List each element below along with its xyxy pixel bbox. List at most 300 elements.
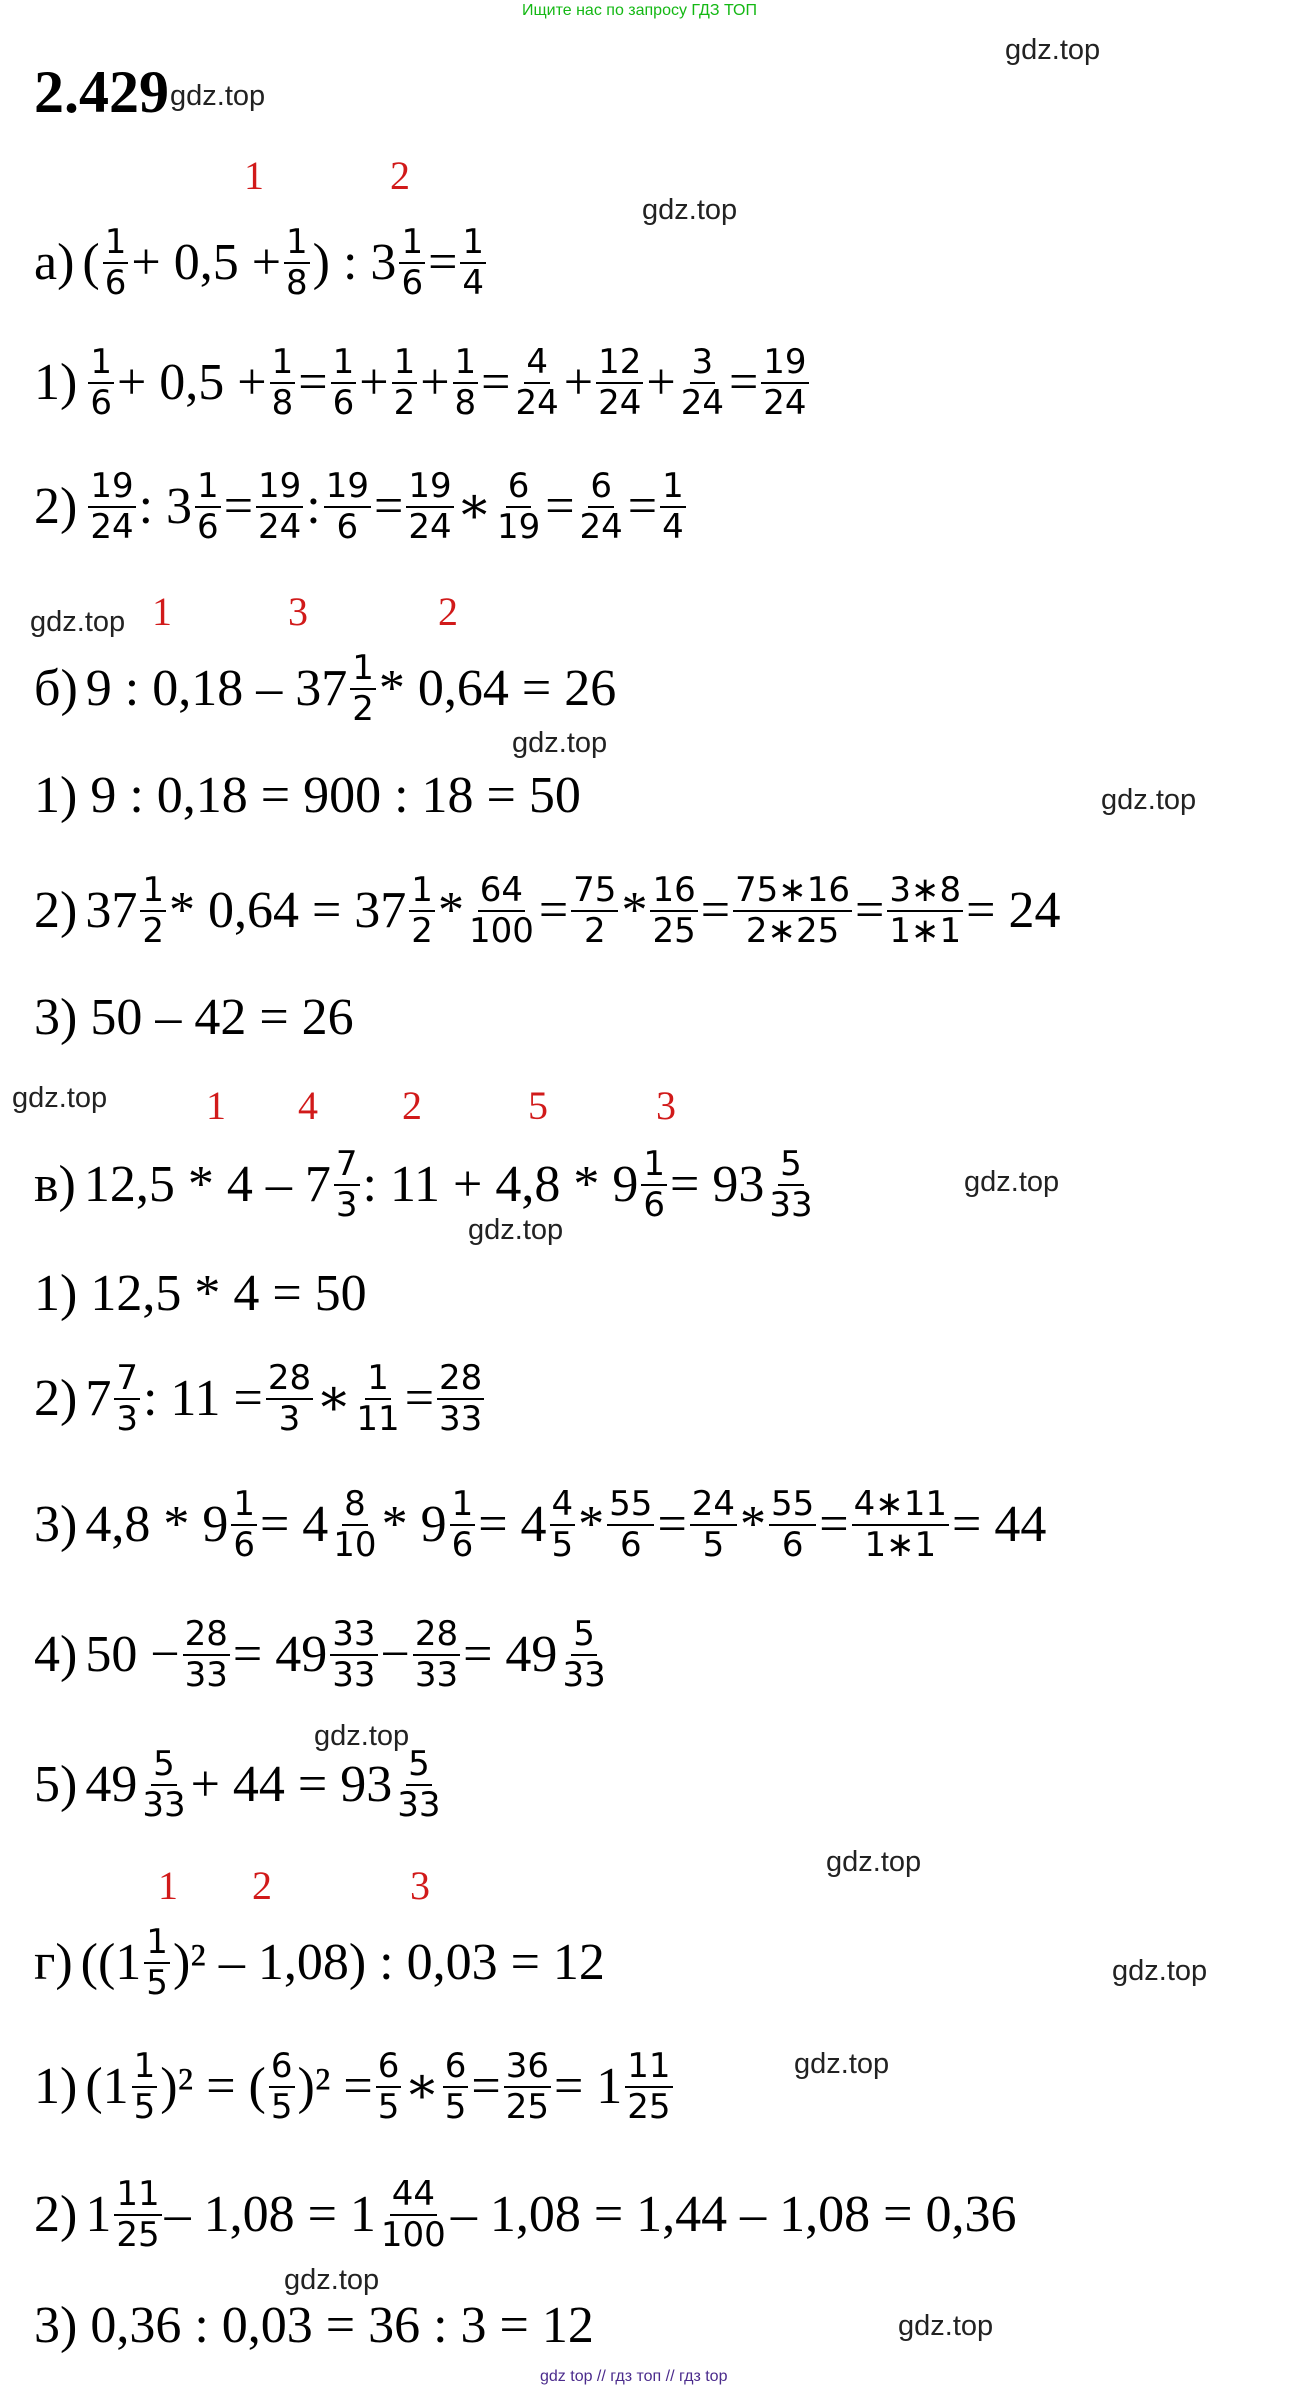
text: * — [740, 1496, 767, 1553]
denominator: 2 — [352, 689, 374, 729]
denominator: 100 — [380, 2215, 446, 2255]
fraction — [761, 343, 808, 423]
numerator: 44 — [390, 2175, 437, 2216]
step-b1: 1) 9 : 0,18 = 900 : 18 = 50 — [34, 767, 581, 824]
denominator: 33 — [562, 1655, 606, 1695]
fraction — [596, 343, 643, 423]
text: 9 : 0,18 – 37 — [85, 660, 348, 717]
fraction — [195, 467, 221, 547]
text: : 11 = — [142, 1370, 263, 1427]
fraction — [395, 1745, 442, 1825]
fraction — [453, 343, 479, 423]
label: 4) — [34, 1626, 78, 1683]
fraction — [183, 1615, 230, 1695]
text: ( — [82, 234, 100, 291]
text: + — [563, 354, 594, 411]
step-v2 — [34, 1344, 487, 1454]
numerator: 1 — [284, 223, 310, 264]
text: = 44 — [952, 1496, 1047, 1553]
fraction — [114, 2175, 161, 2255]
fraction — [767, 1145, 814, 1225]
text: (1 — [85, 2058, 129, 2115]
text: = — [700, 882, 731, 939]
denominator: 24 — [515, 383, 559, 423]
text: = 49 — [232, 1626, 328, 1683]
denominator: 33 — [332, 1655, 376, 1695]
fraction — [331, 343, 357, 423]
numerator: 8 — [342, 1485, 368, 1526]
numerator: 28 — [437, 1359, 484, 1400]
numerator: 1 — [88, 343, 114, 384]
fraction — [270, 343, 296, 423]
label: 2) — [34, 478, 78, 535]
order-mark: 2 — [390, 153, 410, 198]
numerator: 1 — [331, 343, 357, 384]
order-mark: 1 — [152, 589, 172, 634]
numerator: 1 — [103, 223, 129, 264]
fraction — [103, 223, 129, 303]
numerator: 4 — [550, 1485, 576, 1526]
order-mark: 2 — [252, 1863, 272, 1908]
label: 2) — [34, 2186, 78, 2243]
fraction — [392, 343, 418, 423]
fraction — [330, 1615, 377, 1695]
text: = — [223, 478, 254, 535]
order-mark: 3 — [656, 1083, 676, 1128]
label: б) — [34, 660, 78, 717]
numerator: 33 — [330, 1615, 377, 1656]
denominator: 3 — [278, 1399, 301, 1439]
text: * 0,64 = 37 — [168, 882, 407, 939]
fraction — [450, 1485, 476, 1565]
numerator: 19 — [256, 467, 303, 508]
denominator: 2 — [393, 383, 416, 423]
numerator: 19 — [88, 467, 135, 508]
denominator: 24 — [90, 507, 134, 547]
numerator: 6 — [588, 467, 614, 508]
denominator: 1∗1 — [889, 911, 962, 951]
text: ((1 — [80, 1934, 142, 1991]
denominator: 5 — [551, 1525, 574, 1565]
fraction — [140, 1745, 187, 1825]
denominator: 25 — [652, 911, 696, 951]
fraction — [443, 2047, 469, 2127]
watermark: gdz.top — [468, 1214, 564, 1246]
denominator: 24 — [579, 507, 623, 547]
fraction — [284, 223, 310, 303]
text: * — [437, 882, 464, 939]
denominator: 2 — [142, 911, 164, 951]
text: )² = — [297, 2058, 373, 2115]
label: 2) — [34, 1370, 78, 1427]
step-a1 — [34, 328, 812, 438]
text: ∗ — [456, 478, 492, 535]
numerator: 1 — [144, 1923, 170, 1964]
text: + — [420, 354, 450, 411]
numerator: 28 — [413, 1615, 460, 1656]
text: * — [621, 882, 648, 939]
numerator: 7 — [114, 1359, 140, 1400]
numerator: 1 — [453, 343, 479, 384]
fraction — [460, 223, 486, 303]
fraction — [467, 871, 536, 951]
fraction — [413, 1615, 460, 1695]
order-mark: 5 — [528, 1083, 548, 1128]
text: + — [359, 354, 389, 411]
text: = — [374, 478, 404, 535]
text: = — [404, 1370, 435, 1427]
denominator: 6 — [197, 507, 219, 547]
numerator: 16 — [650, 871, 697, 912]
denominator: 5 — [270, 2087, 293, 2127]
denominator: 4 — [662, 507, 684, 547]
text: = — [481, 354, 511, 411]
watermark: gdz.top — [1005, 34, 1101, 66]
label: в) — [34, 1156, 76, 1213]
fraction — [266, 1359, 313, 1439]
numerator: 75 — [571, 871, 618, 912]
footer-note: gdz top // гдз топ // гдз top — [540, 2368, 728, 2385]
label: 5) — [34, 1756, 78, 1813]
text: + 0,5 + — [116, 354, 267, 411]
denominator: 6 — [619, 1525, 642, 1565]
denominator: 2 — [411, 911, 433, 951]
text: 4,8 * 9 — [85, 1496, 229, 1553]
fraction — [679, 343, 726, 423]
numerator: 3 — [690, 343, 716, 384]
numerator: 28 — [266, 1359, 313, 1400]
fraction — [144, 1923, 170, 2003]
numerator: 1 — [460, 223, 486, 264]
fraction — [625, 2047, 672, 2127]
numerator: 1 — [392, 343, 418, 384]
text: + 44 = 93 — [190, 1756, 393, 1813]
text: = — [545, 478, 575, 535]
fraction — [437, 1359, 484, 1439]
text: 7 — [85, 1370, 112, 1427]
fraction — [334, 1145, 360, 1225]
numerator: 1 — [365, 1359, 391, 1400]
text: − — [380, 1626, 410, 1683]
denominator: 11 — [356, 1399, 400, 1439]
order-mark: 1 — [158, 1863, 178, 1908]
denominator: 25 — [116, 2215, 160, 2255]
numerator: 1 — [132, 2047, 158, 2088]
numerator: 1 — [399, 223, 425, 264]
numerator: 1 — [350, 649, 376, 690]
watermark: gdz.top — [314, 1720, 410, 1752]
text: 37 — [85, 882, 138, 939]
order-mark: 2 — [438, 589, 458, 634]
numerator: 7 — [334, 1145, 360, 1186]
order-mark: 2 — [402, 1083, 422, 1128]
fraction — [733, 871, 852, 951]
numerator: 12 — [596, 343, 643, 384]
denominator: 5 — [146, 1963, 168, 2003]
text: : — [306, 478, 321, 535]
numerator: 1 — [195, 467, 221, 508]
fraction — [379, 2175, 448, 2255]
step-g3: 3) 0,36 : 0,03 = 36 : 3 = 12 — [34, 2297, 594, 2354]
text: : 3 — [138, 478, 193, 535]
denominator: 6 — [332, 383, 355, 423]
denominator: 6 — [781, 1525, 804, 1565]
numerator: 36 — [504, 2047, 551, 2088]
text: = 4 — [478, 1496, 547, 1553]
fraction — [504, 2047, 551, 2127]
fraction — [607, 1485, 654, 1565]
watermark: gdz.top — [1101, 784, 1197, 816]
fraction — [88, 467, 135, 547]
denominator: 5 — [702, 1525, 725, 1565]
fraction — [114, 1359, 140, 1439]
numerator: 6 — [269, 2047, 295, 2088]
denominator: 10 — [333, 1525, 377, 1565]
order-mark: 3 — [288, 589, 308, 634]
fraction — [550, 1485, 576, 1565]
text: + — [646, 354, 676, 411]
label: а) — [34, 234, 75, 291]
text: 49 — [85, 1756, 138, 1813]
text: ∗ — [404, 2058, 440, 2115]
fraction — [354, 1359, 401, 1439]
text: = — [538, 882, 569, 939]
watermark: gdz.top — [30, 606, 126, 638]
numerator: 24 — [690, 1485, 737, 1526]
text: * 0,64 = 26 — [378, 660, 617, 717]
fraction — [132, 2047, 158, 2127]
text: = — [855, 882, 885, 939]
numerator: 6 — [506, 467, 532, 508]
step-v5 — [34, 1730, 446, 1840]
denominator: 6 — [233, 1525, 255, 1565]
fraction — [406, 467, 453, 547]
fraction — [269, 2047, 295, 2127]
denominator: 24 — [680, 383, 724, 423]
label: 1) — [34, 2058, 78, 2115]
step-g1 — [34, 2032, 676, 2142]
numerator: 5 — [571, 1615, 597, 1656]
numerator: 4∗11 — [852, 1485, 949, 1526]
equation-a — [34, 208, 489, 318]
fraction — [571, 871, 618, 951]
denominator: 24 — [763, 383, 807, 423]
fraction — [641, 1145, 667, 1225]
numerator: 1 — [231, 1485, 257, 1526]
denominator: 19 — [496, 507, 541, 547]
denominator: 3 — [335, 1185, 358, 1225]
search-hint: Ищите нас по запросу ГДЗ ТОП — [522, 2, 757, 19]
denominator: 24 — [258, 507, 302, 547]
step-v4 — [34, 1600, 611, 1710]
fraction — [331, 1485, 378, 1565]
fraction — [140, 871, 166, 951]
denominator: 2 — [583, 911, 606, 951]
denominator: 25 — [505, 2087, 549, 2127]
text: ) : 3 — [312, 234, 397, 291]
denominator: 8 — [454, 383, 477, 423]
text: = 4 — [259, 1496, 329, 1553]
denominator: 25 — [627, 2087, 671, 2127]
fraction — [887, 871, 963, 951]
numerator: 28 — [183, 1615, 230, 1656]
fraction — [690, 1485, 737, 1565]
denominator: 6 — [451, 1525, 474, 1565]
text: + 0,5 + — [131, 234, 282, 291]
numerator: 1 — [641, 1145, 667, 1186]
text: = 1 — [553, 2058, 623, 2115]
text: = — [298, 354, 328, 411]
fraction — [578, 467, 625, 547]
fraction — [514, 343, 561, 423]
numerator: 55 — [607, 1485, 654, 1526]
numerator: 1 — [140, 871, 166, 912]
order-mark: 3 — [410, 1863, 430, 1908]
denominator: 8 — [271, 383, 294, 423]
fraction — [350, 649, 376, 729]
watermark: gdz.top — [284, 2264, 380, 2296]
denominator: 33 — [397, 1785, 441, 1825]
fraction — [256, 467, 303, 547]
denominator: 6 — [643, 1185, 665, 1225]
text: = — [657, 1496, 687, 1553]
text: * 9 — [381, 1496, 447, 1553]
denominator: 33 — [142, 1785, 186, 1825]
denominator: 33 — [439, 1399, 483, 1439]
denominator: 24 — [408, 507, 452, 547]
text: = — [627, 478, 658, 535]
denominator: 33 — [184, 1655, 228, 1695]
text: = 93 — [670, 1156, 765, 1213]
numerator: 64 — [478, 871, 525, 912]
numerator: 3∗8 — [887, 871, 963, 912]
watermark: gdz.top — [898, 2310, 994, 2342]
denominator: 24 — [598, 383, 642, 423]
numerator: 11 — [625, 2047, 672, 2088]
text: – 1,08 = 1,44 – 1,08 = 0,36 — [450, 2186, 1017, 2243]
text: 12,5 * 4 – 7 — [83, 1156, 331, 1213]
fraction — [852, 1485, 949, 1565]
numerator: 5 — [406, 1745, 432, 1786]
denominator: 6 — [336, 507, 359, 547]
text: = — [428, 234, 458, 291]
denominator: 100 — [468, 911, 534, 951]
numerator: 6 — [443, 2047, 469, 2088]
denominator: 5 — [133, 2087, 156, 2127]
watermark: gdz.top — [642, 194, 738, 226]
text: 1 — [85, 2186, 112, 2243]
numerator: 19 — [406, 467, 453, 508]
denominator: 5 — [377, 2087, 400, 2127]
equation-g — [34, 1908, 605, 2018]
denominator: 1∗1 — [864, 1525, 937, 1565]
numerator: 11 — [114, 2175, 161, 2216]
numerator: 55 — [769, 1485, 816, 1526]
step-v1: 1) 12,5 * 4 = 50 — [34, 1265, 367, 1322]
label: г) — [34, 1934, 73, 1991]
denominator: 2∗25 — [745, 911, 840, 951]
fraction — [409, 871, 435, 951]
text: 50 − — [85, 1626, 180, 1683]
denominator: 5 — [444, 2087, 467, 2127]
text: )² – 1,08) : 0,03 = 12 — [172, 1934, 605, 1991]
text: )² = ( — [160, 2058, 266, 2115]
numerator: 19 — [761, 343, 808, 384]
watermark: gdz.top — [964, 1166, 1060, 1198]
label: 1) — [34, 354, 78, 411]
fraction — [495, 467, 542, 547]
fraction — [769, 1485, 816, 1565]
text: = — [819, 1496, 849, 1553]
watermark: gdz.top — [512, 727, 608, 759]
numerator: 5 — [151, 1745, 177, 1786]
numerator: 1 — [450, 1485, 476, 1526]
fraction — [376, 2047, 402, 2127]
numerator: 6 — [376, 2047, 402, 2088]
watermark: gdz.top — [794, 2048, 890, 2080]
watermark: gdz.top — [12, 1082, 108, 1114]
denominator: 4 — [462, 263, 485, 303]
fraction — [324, 467, 371, 547]
text: = 49 — [463, 1626, 558, 1683]
watermark: gdz.top — [170, 80, 266, 112]
numerator: 19 — [324, 467, 371, 508]
numerator: 1 — [409, 871, 435, 912]
numerator: 1 — [270, 343, 296, 384]
watermark: gdz.top — [826, 1846, 922, 1878]
order-mark: 1 — [206, 1083, 226, 1128]
fraction — [88, 343, 114, 423]
denominator: 33 — [769, 1185, 813, 1225]
step-b3: 3) 50 – 42 = 26 — [34, 989, 354, 1046]
text: = — [728, 354, 759, 411]
denominator: 3 — [116, 1399, 138, 1439]
denominator: 33 — [414, 1655, 459, 1695]
denominator: 6 — [90, 383, 112, 423]
numerator: 5 — [778, 1145, 804, 1186]
text: – 1,08 = 1 — [164, 2186, 376, 2243]
fraction — [231, 1485, 257, 1565]
watermark: gdz.top — [1112, 1955, 1208, 1987]
denominator: 8 — [286, 263, 308, 303]
order-mark: 4 — [298, 1083, 318, 1128]
task-number: 2.429 — [34, 59, 169, 125]
equation-v — [34, 1130, 818, 1240]
fraction — [560, 1615, 607, 1695]
numerator: 1 — [660, 467, 686, 508]
step-g2 — [34, 2160, 1016, 2270]
text: * — [578, 1496, 605, 1553]
text: : 11 + 4,8 * 9 — [362, 1156, 639, 1213]
text: = 24 — [966, 882, 1061, 939]
fraction — [650, 871, 697, 951]
step-v3 — [34, 1470, 1046, 1580]
text: = — [471, 2058, 501, 2115]
step-a2 — [34, 452, 689, 562]
denominator: 6 — [401, 263, 424, 303]
numerator: 75∗16 — [733, 871, 852, 912]
text: ∗ — [316, 1370, 352, 1427]
numerator: 4 — [524, 343, 550, 384]
equation-b — [34, 634, 616, 744]
label: 2) — [34, 882, 78, 939]
order-mark: 1 — [244, 153, 264, 198]
step-b2 — [34, 856, 1060, 966]
label: 3) — [34, 1496, 78, 1553]
denominator: 6 — [104, 263, 127, 303]
fraction — [399, 223, 425, 303]
fraction — [660, 467, 686, 547]
